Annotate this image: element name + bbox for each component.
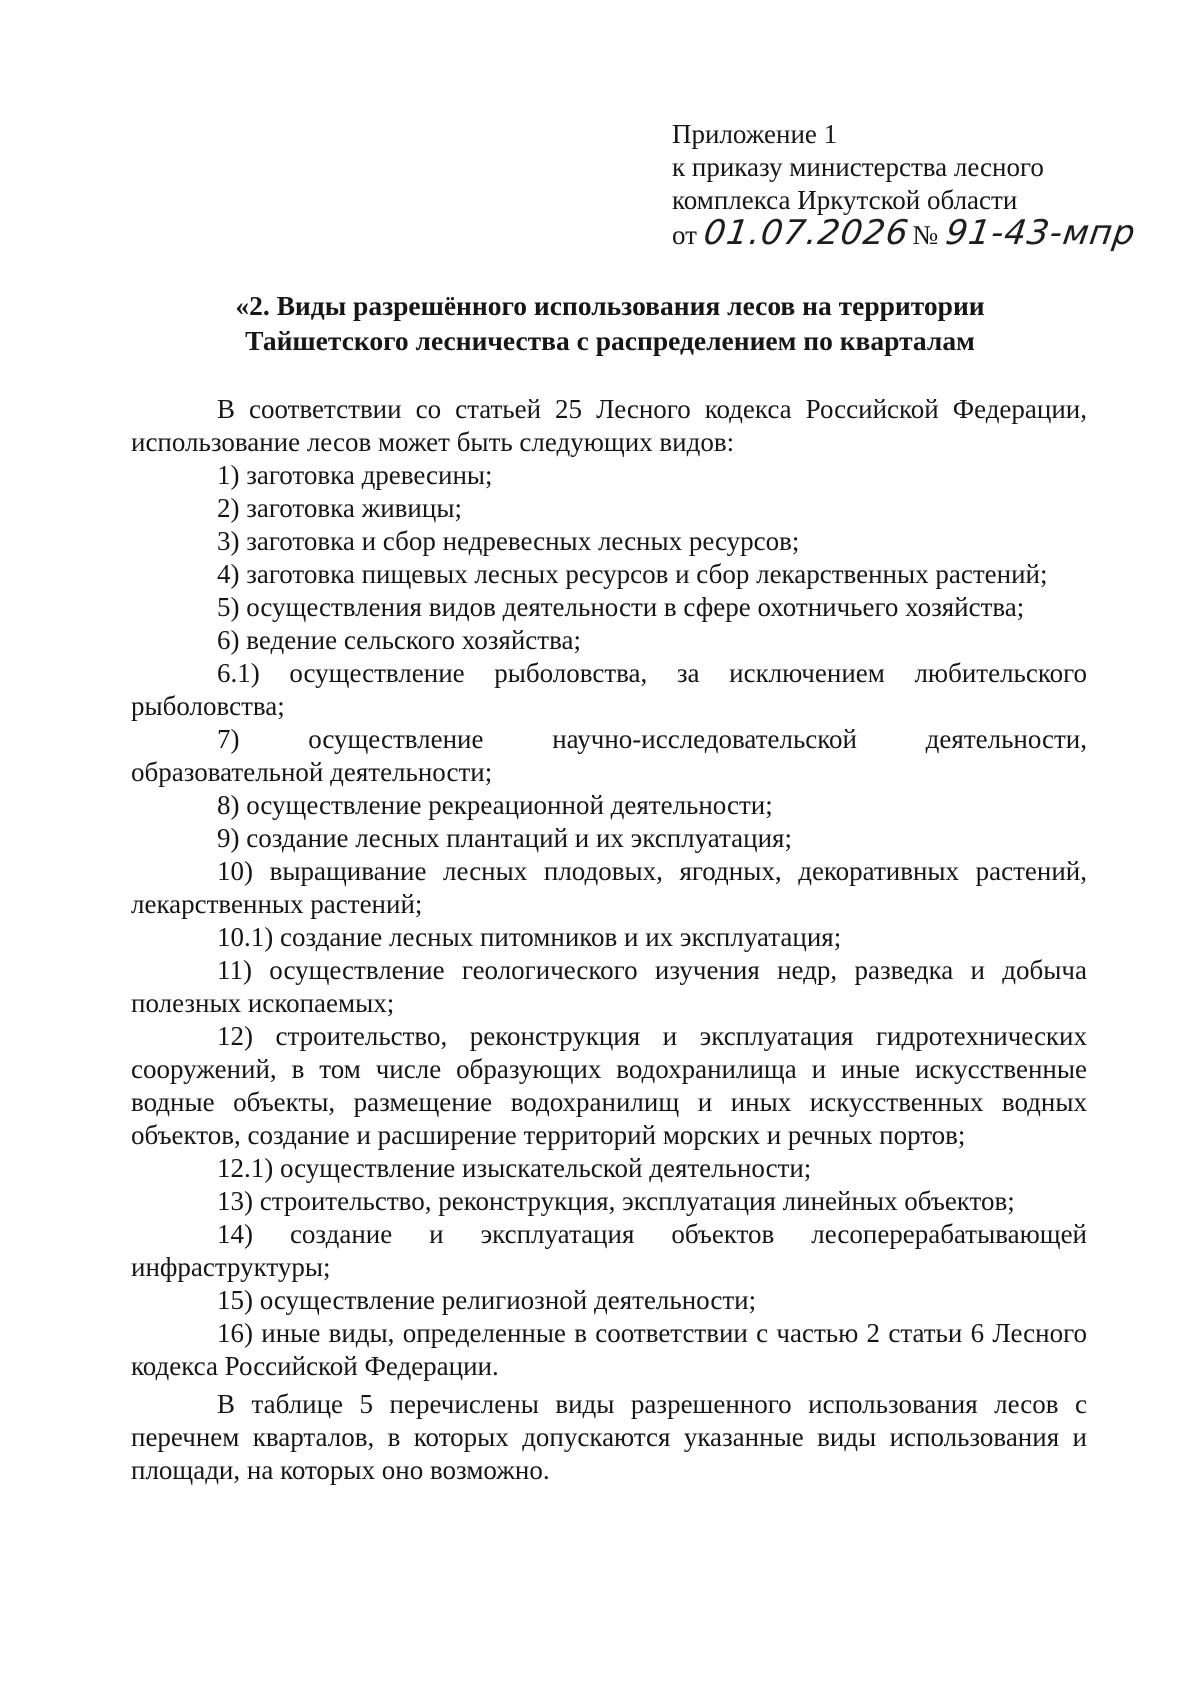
closing-paragraph: В таблице 5 перечислены виды разрешенного использования лесов с перечнем кварталов, в которых допускаются указанные виды использования и площади, на которых оно возможно. <box>131 1389 1087 1485</box>
list-item: 3) заготовка и сбор недревесных лесных ресурсов; <box>217 526 800 556</box>
list-item: 10.1) создание лесных питомников и их эксплуатация; <box>217 922 842 952</box>
from-label: от <box>672 220 697 250</box>
list-item: 7) осуществление научно-исследовательской деятельности, образовательной деятельности; <box>131 724 1087 787</box>
appendix-date-line <box>672 213 1139 253</box>
section-title-line-1: «2. Виды разрешённого использования лесов на территории <box>235 290 985 321</box>
list-item: 1) заготовка древесины; <box>217 460 493 490</box>
list-item: 14) создание и эксплуатация объектов лесоперерабатывающей инфраструктуры; <box>131 1219 1087 1282</box>
list-item: 2) заготовка живицы; <box>217 493 462 523</box>
list-item: 11) осуществление геологического изучения недр, разведка и добыча полезных ископаемых; <box>131 955 1087 1018</box>
list-item: 5) осуществления видов деятельности в сфере охотничьего хозяйства; <box>217 592 1025 622</box>
handwritten-order-number: 91-43-мпр <box>943 213 1139 253</box>
number-sign: № <box>912 220 939 250</box>
appendix-line-1: Приложение 1 <box>672 119 838 149</box>
document-body <box>131 393 1087 1487</box>
list-item: 8) осуществление рекреационной деятельности; <box>217 790 773 820</box>
appendix-line-3: комплекса Иркутской области <box>672 185 1018 215</box>
appendix-line-2: к приказу министерства лесного <box>672 152 1044 182</box>
intro-paragraph: В соответствии со статьей 25 Лесного кодекса Российской Федерации, использование лесов может быть следующих видов: <box>131 394 1087 457</box>
list-item: 16) иные виды, определенные в соответствии с частью 2 статьи 6 Лесного кодекса Российской Федерации. <box>131 1318 1087 1381</box>
list-item: 12) строительство, реконструкция и эксплуатация гидротехнических сооружений, в том числе образующих водохранилища и иные искусственные водные объекты, размещение водохранилищ и иных искусственных водных объектов, создание и расширение территорий морских и речных портов; <box>131 1021 1087 1150</box>
list-item: 12.1) осуществление изыскательской деятельности; <box>217 1153 812 1183</box>
list-item: 6) ведение сельского хозяйства; <box>217 625 581 655</box>
list-item: 9) создание лесных плантаций и их эксплуатация; <box>217 823 792 853</box>
list-item: 13) строительство, реконструкция, эксплуатация линейных объектов; <box>217 1186 1015 1216</box>
section-title-line-2: Тайшетского лесничества с распределением по кварталам <box>245 325 975 356</box>
list-item: 6.1) осуществление рыболовства, за исключением любительского рыболовства; <box>131 658 1087 721</box>
list-item: 15) осуществление религиозной деятельности; <box>217 1285 757 1315</box>
list-item: 10) выращивание лесных плодовых, ягодных, декоративных растений, лекарственных растений; <box>131 856 1087 919</box>
section-title <box>140 288 1080 358</box>
appendix-block <box>672 118 1139 253</box>
list-item: 4) заготовка пищевых лесных ресурсов и сбор лекарственных растений; <box>217 559 1048 589</box>
handwritten-date: 01.07.2026 <box>700 213 912 253</box>
